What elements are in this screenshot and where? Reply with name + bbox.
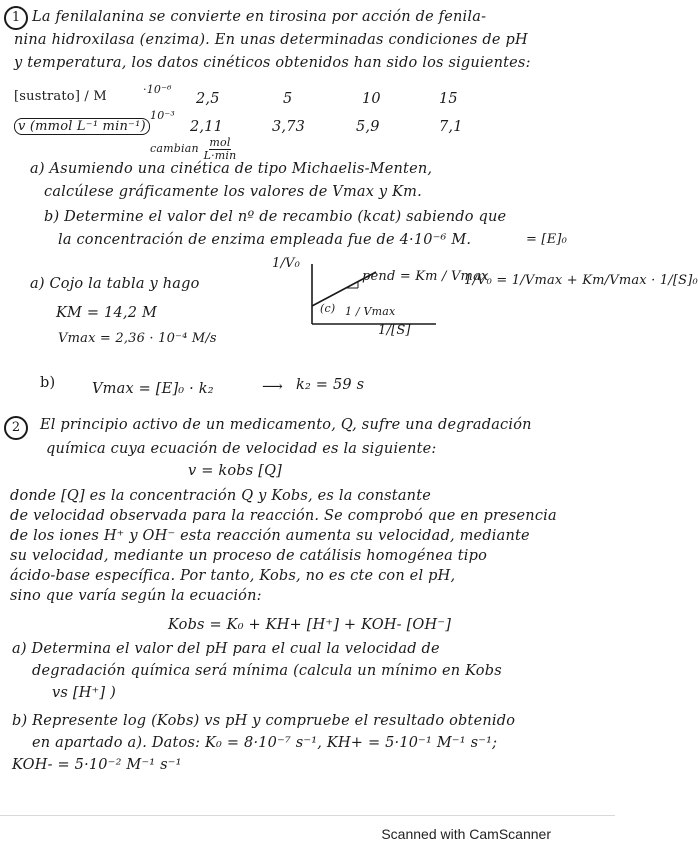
problem-2-intro-line-2: química cuya ecuación de velocidad es la siguiente: (46, 441, 437, 457)
table-row2-label: v (mmol L⁻¹ min⁻¹) (14, 118, 150, 136)
graph-x-label: 1/[S] (378, 323, 411, 338)
answer-b-formula: Vmax = [E]₀ · k₂ (92, 381, 214, 397)
problem-2-body-line: su velocidad, mediante un proceso de catálisis homogénea tipo (10, 548, 488, 564)
problem-2-body-line: donde [Q] es la concentración Q y Kobs, es la constante (10, 488, 432, 504)
problem-1-number: 1 (4, 6, 28, 30)
table-row1-label: [sustrato] / M (14, 89, 107, 104)
problem-1-intro-line-3: y temperatura, los datos cinéticos obtenidos han sido los siguientes: (14, 55, 531, 71)
footer-divider (0, 815, 615, 816)
table-row1-value: 15 (439, 91, 458, 107)
table-row2-exponent: 10⁻³ (150, 109, 176, 122)
problem-1-part-b-line-1: b) Determine el valor del nº de recambio (kcat) sabiendo que (44, 209, 507, 225)
answer-b-result: k₂ = 59 s (296, 377, 365, 393)
problem-1-part-a-line-2: calcúlese gráficamente los valores de Vmax y Km. (44, 184, 422, 200)
problem-1-part-b-line-2: la concentración de enzima empleada fue de 4·10⁻⁶ M. (58, 232, 472, 248)
camscanner-watermark: Scanned with CamScanner (381, 826, 551, 842)
vmax-result: Vmax = 2,36 · 10⁻⁴ M/s (58, 331, 217, 346)
problem-2-part-a-line-1: a) Determina el valor del pH para el cual la velocidad de (12, 641, 440, 657)
graph-origin-label: (c) (320, 302, 336, 315)
problem-2-body-line: de los iones H⁺ y OH⁻ esta reacción aumenta su velocidad, mediante (10, 528, 530, 544)
problem-1-intro-line-1: La fenilalanina se convierte en tirosina por acción de fenila- (32, 9, 487, 25)
answer-a-label: a) Cojo la tabla y hago (30, 276, 200, 292)
problem-2-part-a-line-3: vs [H⁺] ) (52, 685, 116, 701)
answer-b-label: b) (40, 375, 56, 391)
problem-2-part-b-line-3: KOH- = 5·10⁻² M⁻¹ s⁻¹ (12, 757, 182, 773)
problem-1-intro-line-2: nina hidroxilasa (enzima). En unas determinadas condiciones de pH (14, 32, 528, 48)
rate-equation: v = kobs [Q] (188, 463, 283, 479)
problem-2-intro-line-1: El principio activo de un medicamento, Q, sufre una degradación (40, 417, 532, 433)
table-row2-value: 2,11 (190, 119, 224, 135)
table-row1-value: 10 (362, 91, 381, 107)
problem-2-body-line: de velocidad observada para la reacción. Se comprobó que en presencia (10, 508, 557, 524)
table-row2-value: 7,1 (439, 119, 463, 135)
unit-note-prefix: cambian (150, 142, 199, 155)
problem-2-body-line: sino que varía según la ecuación: (10, 588, 262, 604)
problem-2-body-line: ácido-base específica. Por tanto, Kobs, no es cte con el pH, (10, 568, 456, 584)
table-row1-exponent: ·10⁻⁶ (143, 83, 172, 96)
table-row1-value: 2,5 (196, 91, 220, 107)
graph-slope-label: pend = Km / Vmax (362, 269, 489, 284)
problem-1-part-a-line-1: a) Asumiendo una cinética de tipo Michaelis-Menten, (30, 161, 433, 177)
arrow-icon: ⟶ (262, 379, 283, 395)
graph-y-label: 1/V₀ (272, 256, 301, 271)
km-result: KM = 14,2 M (56, 305, 157, 321)
unit-note-denominator: L·min (203, 149, 237, 162)
problem-2-number: 2 (4, 416, 28, 440)
problem-2-part-a-line-2: degradación química será mínima (calcula un mínimo en Kobs (32, 663, 502, 679)
kobs-equation: Kobs = K₀ + KH+ [H⁺] + KOH- [OH⁻] (168, 617, 452, 633)
lineweaver-burk-equation: 1/V₀ = 1/Vmax + Km/Vmax · 1/[S]₀ (464, 273, 698, 288)
table-row2-value: 5,9 (356, 119, 380, 135)
graph-intercept-label: 1 / Vmax (345, 305, 396, 318)
enzyme-note: = [E]₀ (526, 232, 568, 247)
unit-note-numerator: mol (209, 136, 231, 149)
problem-2-part-b-line-1: b) Represente log (Kobs) vs pH y compruebe el resultado obtenido (12, 713, 516, 729)
table-row1-value: 5 (283, 91, 293, 107)
problem-2-part-b-line-2: en apartado a). Datos: K₀ = 8·10⁻⁷ s⁻¹, KH+ = 5·10⁻¹ M⁻¹ s⁻¹; (32, 735, 498, 751)
table-row2-value: 3,73 (272, 119, 306, 135)
